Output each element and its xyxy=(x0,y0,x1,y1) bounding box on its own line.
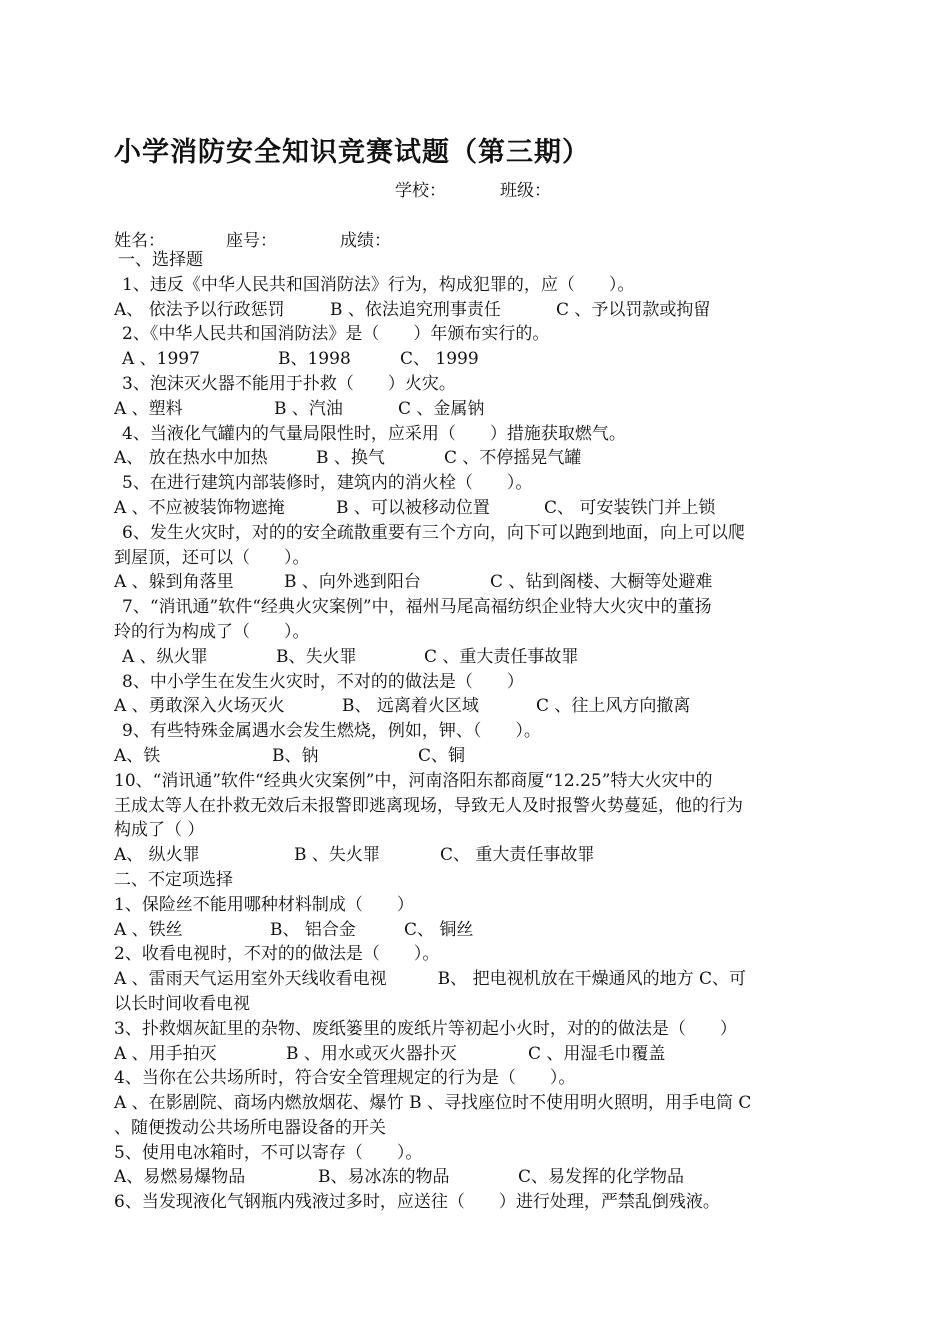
options-1 xyxy=(114,298,834,323)
option-a: A 、铁丝 xyxy=(114,919,183,940)
option-c: C、 铜丝 xyxy=(404,919,474,940)
option-c: C 、予以罚款或拘留 xyxy=(556,299,711,320)
option-a: A 、1997 xyxy=(122,349,200,370)
class-label: 班级： xyxy=(500,181,551,201)
question-10-line-2: 王成太等人在扑救无效后未报警即逃离现场，导致无人及时报警火势蔓延，他的行为 xyxy=(114,795,743,816)
multi-question-6: 6、当发现液化气钢瓶内残液过多时，应送往（ ）进行处理，严禁乱倒残液。 xyxy=(114,1192,720,1213)
option-a: A 、勇敢深入火场灭火 xyxy=(114,696,285,717)
option-a: A 、纵火罪 xyxy=(122,646,208,667)
option-b: B、 铝合金 xyxy=(270,919,356,940)
option-b: B、 远离着火区域 xyxy=(342,696,479,717)
option-a: A、铁 xyxy=(114,745,161,766)
multi-options-5 xyxy=(114,1165,834,1190)
options-9 xyxy=(114,744,834,769)
option-c: C、 1999 xyxy=(400,349,479,370)
option-a: A、 纵火罪 xyxy=(114,845,200,866)
school-label: 学校： xyxy=(395,181,446,201)
option-a: A 、不应被装饰物遮掩 xyxy=(114,497,285,518)
question-10-line-1: 10、“消讯通”软件“经典火灾案例”中，河南洛阳东都商厦“12.25”特大火灾中的 xyxy=(114,770,713,791)
multi-question-3: 3、扑救烟灰缸里的杂物、废纸篓里的废纸片等初起小火时，对的的做法是（ ） xyxy=(114,1018,737,1039)
option-c: C 、用湿毛巾覆盖 xyxy=(528,1043,666,1064)
option-b: B、钠 xyxy=(272,745,319,766)
question-5: 5、在进行建筑内部装修时，建筑内的消火栓（ ）。 xyxy=(122,473,533,494)
option-c: C、 重大责任事故罪 xyxy=(440,845,595,866)
multi-options-1 xyxy=(114,918,834,943)
multi-question-2: 2、收看电视时，不对的的做法是（ ）。 xyxy=(114,944,440,965)
question-3: 3、泡沫灭火器不能用于扑救（ ）火灾。 xyxy=(122,373,456,394)
multi-options-2-line-1: A 、雷雨天气运用室外天线收看电视 B、 把电视机放在干燥通风的地方 C、可 xyxy=(114,969,746,990)
section-heading-multi: 二、不定项选择 xyxy=(114,869,233,890)
option-b: B 、汽油 xyxy=(274,398,343,419)
page-title: 小学消防安全知识竞赛试题（第三期） xyxy=(114,137,590,168)
question-10-line-3: 构成了（ ） xyxy=(114,820,205,841)
option-c: C、铜 xyxy=(418,745,466,766)
question-2: 2、《中华人民共和国消防法》是（ ）年颁布实行的。 xyxy=(122,324,550,345)
options-10 xyxy=(114,843,834,868)
option-a: A、 依法予以行政惩罚 xyxy=(114,299,285,320)
name-label: 姓名： xyxy=(114,231,165,251)
score-label: 成绩： xyxy=(340,231,391,251)
option-a: A、易燃易爆物品 xyxy=(114,1167,246,1188)
question-1: 1、违反《中华人民共和国消防法》行为，构成犯罪的，应（ ）。 xyxy=(122,274,635,295)
option-b: B、1998 xyxy=(278,349,351,370)
option-b: B、易冰冻的物品 xyxy=(318,1167,450,1188)
option-b: B 、依法追究刑事责任 xyxy=(330,299,501,320)
question-4: 4、当液化气罐内的气量局限性时，应采用（ ）措施获取燃气。 xyxy=(122,423,626,444)
options-5 xyxy=(114,496,834,521)
option-a: A、 放在热水中加热 xyxy=(114,448,268,469)
option-c: C 、钻到阁楼、大橱等处避难 xyxy=(490,572,713,593)
options-4 xyxy=(114,446,834,471)
multi-options-2-line-2: 以长时间收看电视 xyxy=(114,993,250,1014)
option-c: C、 可安装铁门并上锁 xyxy=(544,497,716,518)
question-7-line-2: 玲的行为构成了（ ）。 xyxy=(114,621,310,642)
option-b: B 、换气 xyxy=(316,448,385,469)
options-3 xyxy=(114,397,834,422)
multi-options-3 xyxy=(114,1042,834,1067)
option-b: B 、可以被移动位置 xyxy=(336,497,490,518)
seat-label: 座号： xyxy=(226,231,277,251)
multi-question-1: 1、保险丝不能用哪种材料制成（ ） xyxy=(114,894,414,915)
multi-options-4-line-1: A 、在影剧院、商场内燃放烟花、爆竹 B 、寻找座位时不使用明火照明，用手电筒 C xyxy=(114,1093,752,1114)
multi-question-4: 4、当你在公共场所时，符合安全管理规定的行为是（ ）。 xyxy=(114,1068,576,1089)
option-c: C 、不停摇晃气罐 xyxy=(444,448,582,469)
option-c: C 、重大责任事故罪 xyxy=(424,646,579,667)
question-body xyxy=(114,248,834,1215)
option-a: A 、躲到角落里 xyxy=(114,572,234,593)
option-b: B 、失火罪 xyxy=(294,845,380,866)
options-6 xyxy=(114,570,834,595)
option-a: A 、塑料 xyxy=(114,398,183,419)
option-b: B 、用水或灭火器扑灭 xyxy=(286,1043,457,1064)
option-c: C 、往上风方向撤离 xyxy=(536,696,691,717)
option-b: B、失火罪 xyxy=(276,646,357,667)
option-b: B 、向外逃到阳台 xyxy=(284,572,421,593)
question-6-line-2: 到屋顶，还可以（ ）。 xyxy=(114,547,310,568)
option-c: C 、金属钠 xyxy=(398,398,485,419)
options-2 xyxy=(114,347,834,372)
question-6-line-1: 6、发生火灾时，对的的安全疏散重要有三个方向，向下可以跑到地面，向上可以爬 xyxy=(122,522,745,543)
option-c: C、易发挥的化学物品 xyxy=(518,1167,685,1188)
multi-options-4-line-2: 、随便拨动公共场所电器设备的开关 xyxy=(114,1117,386,1138)
question-7-line-1: 7、“消讯通”软件“经典火灾案例”中，福州马尾高福纺织企业特大火灾中的董扬 xyxy=(122,597,712,618)
options-7 xyxy=(114,645,834,670)
option-a: A 、用手拍灭 xyxy=(114,1043,217,1064)
section-heading-choice: 一、选择题 xyxy=(118,250,203,270)
question-8: 8、中小学生在发生火灾时，不对的的做法是（ ） xyxy=(122,671,524,692)
question-9: 9、有些特殊金属遇水会发生燃烧，例如，钾、（ ）。 xyxy=(122,721,541,742)
options-8 xyxy=(114,694,834,719)
multi-question-5: 5、使用电冰箱时，不可以寄存（ ）。 xyxy=(114,1142,423,1163)
